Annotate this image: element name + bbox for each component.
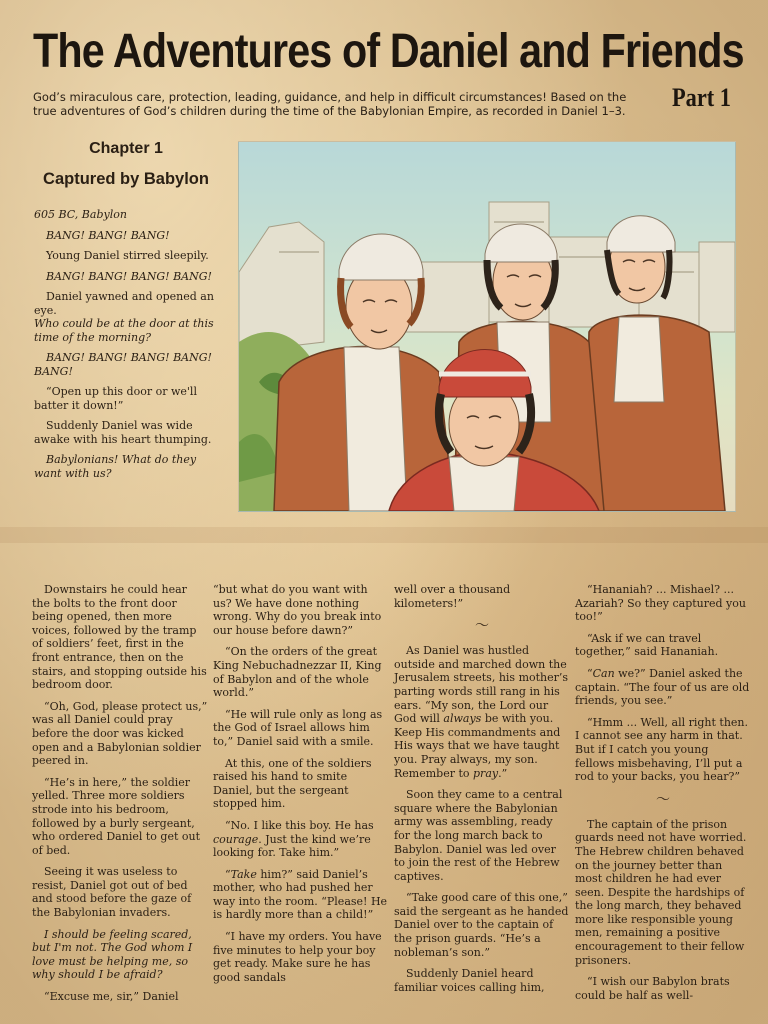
paragraph: The captain of the prison guards need not have worried. The Hebrew children behaved on the journey better than most children he had ever seen. Despite the hardships of the long march, they behaved more like responsible young men, remaining a positive encouragement to their fellow prisoners. [575, 817, 747, 967]
story-column-4 [575, 583, 751, 1010]
paragraph: BANG! BANG! BANG! BANG! [46, 269, 212, 283]
paragraph: Daniel yawned and opened an eye. [34, 290, 214, 317]
chapter-label: Chapter 1 [89, 140, 163, 157]
paragraph: Soon they came to a central square where the Babylonian army was assembling, ready for the long march back to Babylon. Daniel was led over to join the rest of the Hebrew captives. [394, 788, 563, 883]
sidebar-story [34, 208, 220, 487]
paragraph: “Hananiah? ... Mishael? ... Azariah? So they captured you too!” [575, 583, 746, 624]
paragraph: “but what do you want with us? We have done nothing wrong. Why do you break into our house before dawn?” [213, 583, 382, 637]
paragraph: Suddenly Daniel heard familiar voices calling him, [394, 967, 545, 994]
paragraph: “Take him?” said Daniel’s mother, who had pushed her way into the room. “Please! He is hardly more than a child!” [213, 867, 388, 922]
story-column-1 [32, 583, 208, 1012]
paragraph: As Daniel was hustled outside and marched down the Jerusalem streets, his mother’s parting words still rang in his ears. “My son, the Lord our God will always be with you. Keep His commandments and His ways that we have taught you. Pray always, my son. Remember to pray.” [394, 644, 569, 780]
flourish-ornament: 〜 [656, 791, 670, 808]
dateline: 605 BC, Babylon [34, 208, 127, 221]
page-title: The Adventures of Daniel and Friends [33, 25, 744, 78]
paragraph: “Excuse me, sir,” Daniel [44, 990, 179, 1004]
paragraph: I should be feeling scared, but I'm not. The God whom I love must be helping me, so why should I be afraid? [32, 927, 193, 982]
paragraph: “Take good care of this one,” said the sergeant as he handed Daniel over to the captain of the prison guards. “He’s a nobleman’s son.” [394, 891, 569, 959]
paragraph: “Ask if we can travel together,” said Hananiah. [575, 631, 719, 659]
paragraph: Who could be at the door at this time of the morning? [34, 317, 214, 344]
paragraph: “He will rule only as long as the God of Israel allows him to,” Daniel said with a smile. [213, 707, 383, 748]
chapter-title: Captured by Babylon [43, 170, 209, 188]
paragraph: “Oh, God, please protect us,” was all Daniel could pray before the door was kicked open and a Babylonian soldier peered in. [32, 699, 208, 768]
paragraph: Young Daniel stirred sleepily. [46, 249, 209, 262]
paragraph: well over a thousand kilometers!” [394, 583, 511, 610]
paragraph: At this, one of the soldiers raised his hand to smite Daniel, but the sergeant stopped him. [213, 756, 372, 811]
paragraph: Suddenly Daniel was wide awake with his heart thumping. [34, 419, 212, 446]
paragraph: “He’s in here,” the soldier yelled. Three more soldiers strode into his bedroom, followed by a burly sergeant, who ordered Daniel to get out of bed. [32, 775, 200, 857]
paragraph: BANG! BANG! BANG! BANG! BANG! [34, 351, 212, 378]
intro-text: God’s miraculous care, protection, leading, guidance, and help in difficult circumstances! Based on the true adventures of God’s children during the time of the Babylonian Empire, as recorded in Daniel 1–3. [33, 90, 627, 118]
paragraph: “I wish our Babylon brats could be half as well- [575, 975, 730, 1002]
paragraph: “No. I like this boy. He has courage. Just the kind we’re looking for. Take him.” [213, 818, 374, 860]
paragraph: “Open up this door or we'll batter it down!” [34, 385, 197, 412]
flourish-ornament: 〜 [475, 618, 489, 635]
paragraph: Seeing it was useless to resist, Daniel got out of bed and stood before the gaze of the Babylonian invaders. [32, 865, 192, 920]
paragraph: “On the orders of the great King Nebuchadnezzar II, King of Babylon and of the whole world.” [213, 645, 382, 700]
section-divider [0, 527, 768, 543]
paragraph: “Can we?” Daniel asked the captain. “The four of us are old friends, you see.” [575, 666, 750, 708]
paragraph: Babylonians! What do they want with us? [34, 453, 197, 480]
paragraph: BANG! BANG! BANG! [46, 228, 170, 242]
paragraph: “Hmm ... Well, all right then. I cannot see any harm in that. But if I catch you young fellows misbehaving, I’ll put a rod to your backs, you hear?” [575, 715, 749, 784]
paragraph: “I have my orders. You have five minutes to help your boy get ready. Make sure he has good sandals [213, 930, 382, 984]
paragraph: Downstairs he could hear the bolts to the front door being opened, then more voices, followed by the tramp of soldiers’ feet, first in the front entrance, then on the stairs, and stopping outside his bedroom door. [32, 583, 207, 692]
part-label: Part 1 [672, 83, 731, 112]
illustration-four-boys [238, 141, 736, 512]
illustration-drawing [239, 142, 735, 511]
story-column-3 [394, 583, 570, 1002]
story-column-2 [213, 583, 389, 992]
